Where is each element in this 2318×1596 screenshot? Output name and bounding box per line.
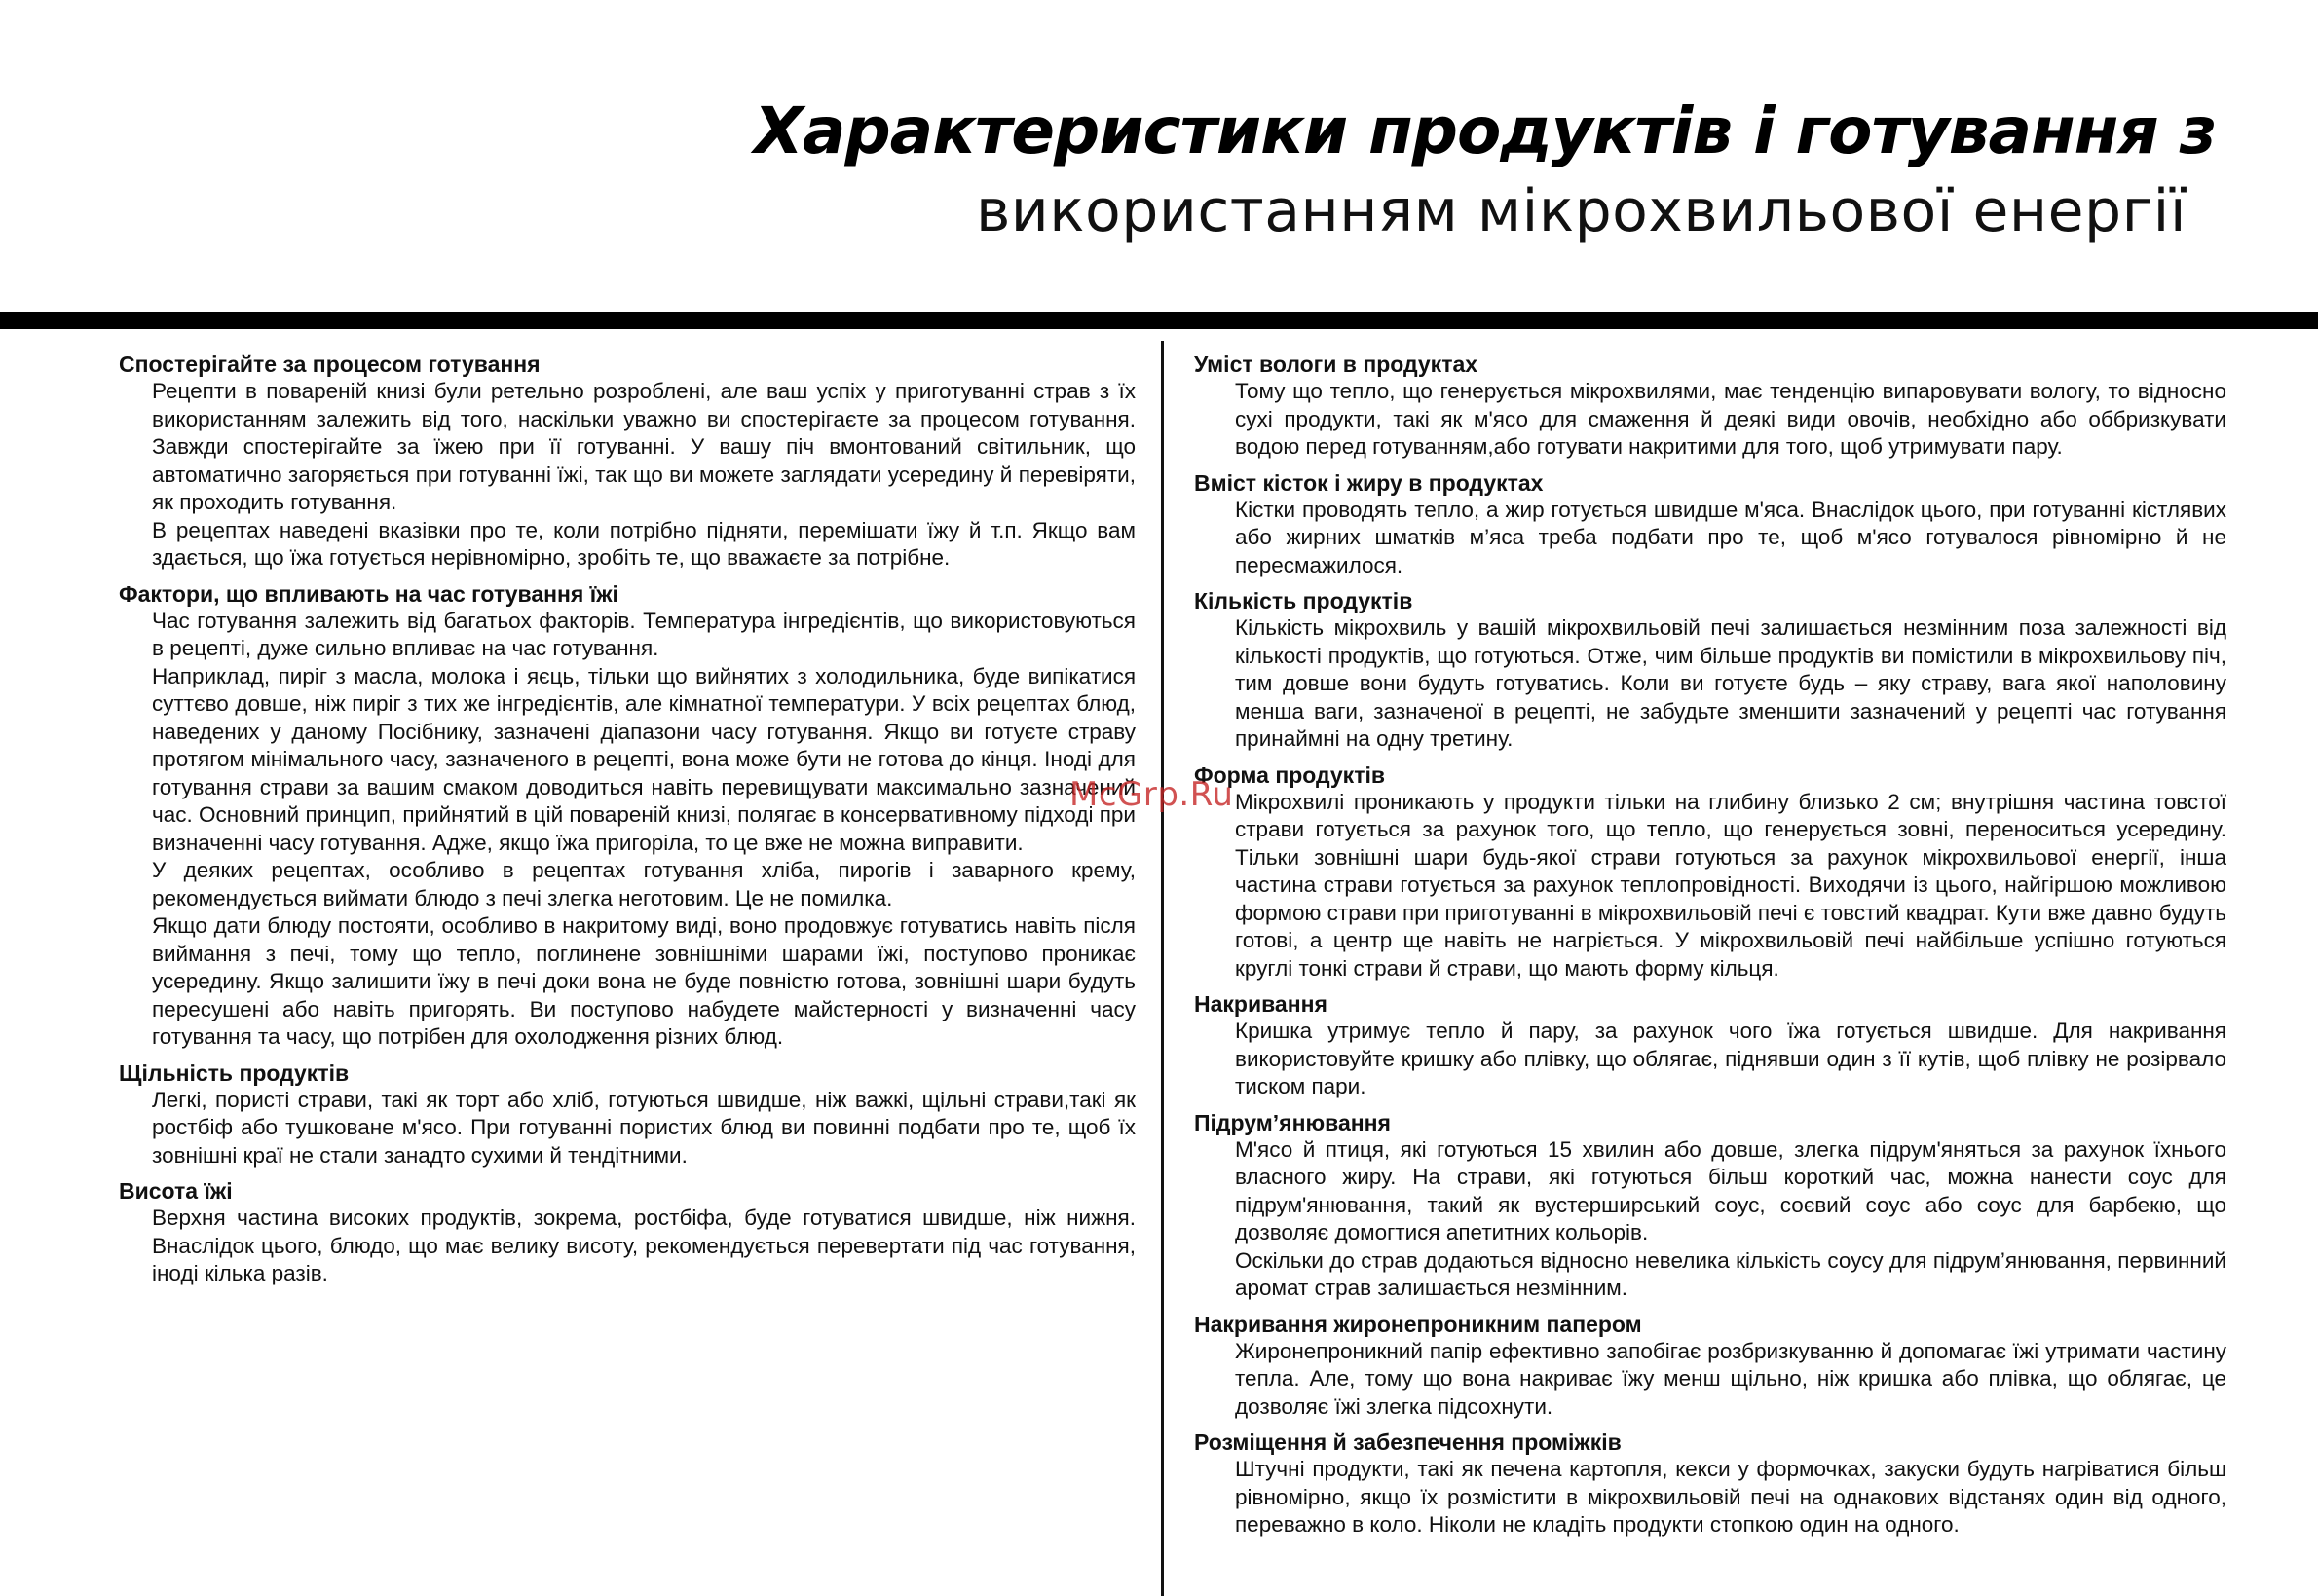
section-heading: Фактори, що впливають на час готування їжі (119, 580, 618, 607)
section-heading: Вміст кісток і жиру в продуктах (1194, 469, 1544, 496)
header-rule (0, 312, 2318, 329)
page-title-block (365, 93, 2216, 252)
section (1194, 587, 2226, 754)
section-paragraph: Кількість мікрохвиль у вашій мікрохвильовій печі залишається незмінним поза залежності від кількості продуктів, що готуються. Отже, чим більше продуктів ви помістили в мікрохвильову піч, тим довше вони будуть готуватись. Коли ви готуєте будь – яку страву, вага якої наполовину менша ваги, зазначеної в рецепті, не забудьте зменшити зазначений у рецепті час готування принаймні на одну третину. (1235, 615, 2226, 751)
section (1194, 351, 2226, 462)
section-paragraph: Якщо дати блюду постояти, особливо в накритому виді, воно продовжує готуватись навіть після виймання з печі, тому що тепло, поглинене зовнішніми шарами їжі, поступово проникає усередину. Якщо залишити їжу в печі доки вона не буде повністю готова, зовнішні шари будуть пересушені або навіть пригорять. Ви поступово набудете майстерності у визначенні часу готування та часу, що потрібен для охолодження різних блюд. (152, 913, 1136, 1049)
section (119, 1059, 1141, 1170)
section-heading: Накривання жиронепроникним папером (1194, 1311, 1642, 1337)
section (1194, 1109, 2226, 1303)
section-heading: Щільність продуктів (119, 1059, 350, 1086)
section-paragraph: Кришка утримує тепло й пару, за рахунок чого їжа готується швидше. Для накривання використовуйте кришку або плівку, що облягає, піднявши один з її кутів, щоб плівку не розірвало тиском пари. (1235, 1019, 2226, 1098)
section-paragraph: Час готування залежить від багатьох факторів. Температура інгредієнтів, що використовуються в рецепті, дуже сильно впливає на час готування. (152, 608, 1136, 660)
section (119, 1177, 1141, 1288)
section-heading: Форма продуктів (1194, 761, 1385, 788)
section-paragraph: У деяких рецептах, особливо в рецептах готування хліба, пирогів і заварного крему, рекомендується виймати блюдо з печі злегка неготовим. Це не помилка. (152, 858, 1136, 910)
section-heading: Спостерігайте за процесом готування (119, 352, 541, 377)
section (119, 351, 1141, 573)
section-heading: Кількість продуктів (1194, 588, 1413, 613)
section-heading: Накривання (1194, 991, 1327, 1017)
section-heading: Висота їжі (119, 1178, 233, 1204)
section-paragraph: М'ясо й птиця, які готуються 15 хвилин або довше, злегка підрум'яняться за рахунок їхнього власного жиру. На страви, які готуються більш короткий час, можна нанести соус для підрум'янювання, такий як вустерширський соус, соєвий соус або соус для барбекю, що дозволяє домогтися апетитних кольорів. (1235, 1136, 2226, 1244)
section-paragraph: Тому що тепло, що генерується мікрохвилями, має тенденцію випаровувати вологу, то відносно сухі продукти, такі як м'ясо для смаження й деякі види овочів, необхідно або оббризкувати водою перед готуванням,або готувати накритими для того, щоб утримувати пару. (1235, 379, 2226, 459)
section (1194, 1311, 2226, 1422)
section-heading: Уміст вологи в продуктах (1194, 352, 1478, 377)
section-paragraph: Легкі, пористі страви, такі як торт або хліб, готуються швидше, ніж важкі, щільні страви,такі як ростбіф або тушковане м'ясо. При готуванні пористих блюд ви повинні подбати про те, щоб їх зовнішні краї не стали занадто сухими й тендітними. (152, 1087, 1136, 1168)
section-paragraph: В рецептах наведені вказівки про те, коли потрібно підняти, перемішати їжу й т.п. Якщо вам здається, що їжа готується нерівномірно, зробіть те, що вважаєте за потрібне. (152, 517, 1136, 570)
page-subtitle: використанням мікрохвильової енергії (975, 177, 2187, 245)
section (1194, 761, 2226, 984)
page-title: Характеристики продуктів і готування з (754, 93, 2216, 168)
section-paragraph: Жиронепроникний папір ефективно запобігає розбризкуванню й допомагає їжі утримати частину тепла. Але, тому що вона накриває їжу менш щільно, ніж кришка або плівка, що облягає, це дозволяє їжі злегка підсохнути. (1235, 1338, 2226, 1419)
section-paragraph: Наприклад, пиріг з масла, молока і яєць, тільки що вийнятих з холодильника, буде випікатися суттєво довше, ніж пиріг з тих же інгредієнтів, але кімнатної температури. У всіх рецептах блюд, наведених у даному Посібнику, зазначені діапазони часу готування. Якщо ви готуєте страву протягом мінімального часу, зазначеного в рецепті, вона може бути не готова до кінця. Іноді для готування страви за вашим смаком доводиться навіть перевищувати максимально зазначений час. Основний принцип, прийнятий в цій повареній книзі, полягає в консервативному підході при визначенні часу готування. Адже, якщо їжа пригоріла, то це вже не можна виправити. (152, 663, 1136, 855)
left-column (119, 351, 1141, 1296)
section (1194, 990, 2226, 1101)
section-paragraph: Рецепти в повареній книзі були ретельно розроблені, але ваш успіх у приготуванні страв з їх використанням залежить від того, наскільки уважно ви спостерігаєте за процесом готування. Завжди спостерігайте за їжею при її готуванні. У вашу піч вмонтований світильник, що автоматично загоряється при готуванні їжі, так що ви можете заглядати усередину й перевіряти, як проходить готування. (152, 379, 1136, 514)
section-paragraph: Оскільки до страв додаються відносно невелика кількість соусу для підрум’янювання, первинний аромат страв залишається незмінним. (1235, 1247, 2226, 1300)
section-paragraph: Кістки проводять тепло, а жир готується швидше м'яса. Внаслідок цього, при готуванні кістлявих або жирних шматків м’яса треба подбати про те, щоб м'ясо готувалося рівномірно й не пересмажилося. (1235, 497, 2226, 577)
section-heading: Розміщення й забезпечення проміжків (1194, 1429, 1622, 1455)
section-spacer (1194, 1541, 2226, 1547)
section-spacer (119, 1290, 1141, 1296)
watermark: McGrp.Ru (1069, 775, 1234, 814)
section (119, 580, 1141, 1052)
right-column (1194, 351, 2226, 1547)
section-paragraph: Мікрохвилі проникають у продукти тільки на глибину близько 2 см; внутрішня частина товстої страви готується за рахунок того, що тепло, що генерується зовні, переноситься усередину. Тільки зовнішні шари будь-якої страви готуються за рахунок мікрохвильової енергії, інша частина страви готується за рахунок теплопровідності. Виходячи із цього, найгіршою можливою формою страви при приготуванні в мікрохвильовій печі є товстий квадрат. Кути вже давно будуть готові, а центр ще навіть не нагріється. У мікрохвильовій печі найбільше успішно готуються круглі тонкі страви й страви, що мають форму кільця. (1235, 789, 2226, 981)
section-paragraph: Штучні продукти, такі як печена картопля, кекси у формочках, закуски будуть нагріватися більш рівномірно, якщо їх розмістити в мікрохвильовій печі на однакових відстанях один від одного, переважно в коло. Ніколи не кладіть продукти стопкою один на одного. (1235, 1457, 2226, 1537)
section (1194, 1429, 2226, 1540)
column-divider (1161, 341, 1164, 1596)
section-heading: Підрум’янювання (1194, 1109, 1391, 1135)
section (1194, 469, 2226, 580)
section-paragraph: Верхня частина високих продуктів, зокрема, ростбіфа, буде готуватися швидше, ніж нижня. Внаслідок цього, блюдо, що має велику висоту, рекомендується перевертати під час готування, іноді кілька разів. (152, 1206, 1136, 1285)
